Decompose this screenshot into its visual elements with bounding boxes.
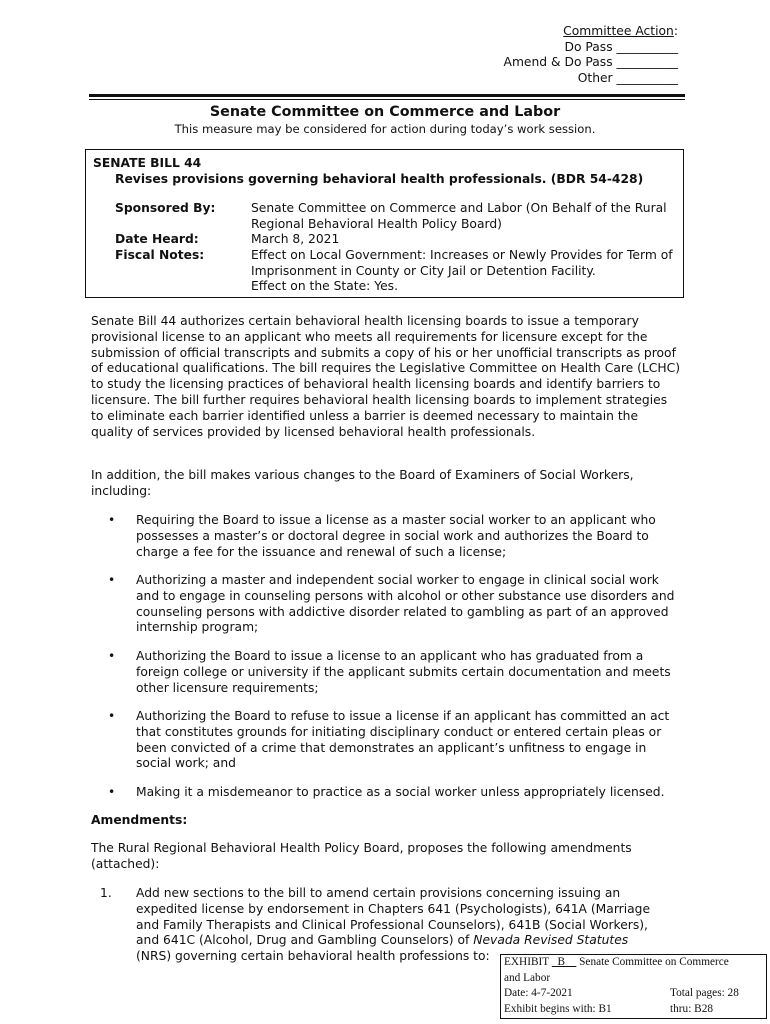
fiscal-notes-value	[251, 248, 681, 295]
date-heard-value: March 8, 2021	[251, 232, 340, 246]
bullet-icon: •	[108, 573, 116, 587]
bill-description: Revises provisions governing behavioral health professionals. (BDR 54-428)	[115, 172, 644, 186]
bullet-icon: •	[108, 709, 116, 723]
fiscal-local-effect: Effect on Local Government: Increases or Newly Provides for Term of Imprisonment in County or City Jail or Detention Facility.	[251, 248, 673, 278]
list-item-text: Making it a misdemeanor to practice as a social worker unless appropriately licensed.	[136, 785, 665, 799]
exhibit-letter: B__	[557, 956, 577, 968]
bullet-icon: •	[108, 649, 116, 663]
nrs-italic: Nevada Revised Statutes	[473, 933, 629, 948]
fiscal-notes-label: Fiscal Notes:	[115, 248, 205, 262]
bill-number: SENATE BILL 44	[93, 156, 202, 170]
sponsored-label: Sponsored By:	[115, 201, 216, 215]
other-line: Other __________	[577, 70, 678, 85]
exhibit-committee-cont: and Labor	[504, 971, 551, 984]
exhibit-stamp	[500, 954, 767, 1019]
sponsored-value: Senate Committee on Commerce and Labor (On Behalf of the Rural Regional Behavioral Health Policy Board)	[251, 201, 667, 231]
exhibit-thru: thru: B28	[670, 1002, 713, 1015]
header-rule-thick	[89, 94, 685, 97]
amend-do-pass-line: Amend & Do Pass __________	[503, 55, 678, 70]
committee-action-colon: :	[673, 24, 678, 38]
summary-paragraph: Senate Bill 44 authorizes certain behavioral health licensing boards to issue a temporary provisional license to an applicant who meets all requirements for licensure except for the submission of official transcripts and submits a copy of his or her unofficial transcripts as proof of educational qualifications. The bill requires the Legislative Committee on Health Care (LCHC) to study the licensing practices of behavioral health licensing boards and identify barriers to licensure. The bill further requires behavioral health licensing boards to implement strategies to eliminate each barrier identified unless a barrier is deemed necessary to maintain the quality of services provided by licensed behavioral health professionals.	[91, 314, 680, 439]
item-text-part: (NRS) governing certain behavioral health professions to:	[136, 949, 490, 964]
item-number: 1.	[100, 886, 112, 900]
work-session-note: This measure may be considered for action during today’s work session.	[174, 122, 596, 136]
do-pass-line: Do Pass __________	[564, 39, 678, 54]
list-item-text: Authorizing the Board to refuse to issue a license if an applicant has committed an act that constitutes grounds for initiating disciplinary conduct or entered certain pleas or been convicted of a crime that demonstrates an applicant’s unfitness to engage in social work; and	[136, 709, 670, 771]
list-item-text: Requiring the Board to issue a license as a master social worker to an applicant who possesses a master’s or doctoral degree in social work and authorizes the Board to charge a fee for the issuance and renewal of such a license;	[136, 513, 656, 559]
list-item-text: Authorizing the Board to issue a license to an applicant who has graduated from a foreign college or university if the applicant submits certain documentation and meets other licensure requirements;	[136, 649, 671, 695]
bullet-icon: •	[108, 513, 116, 527]
changes-intro-paragraph: In addition, the bill makes various changes to the Board of Examiners of Social Workers, including:	[91, 468, 634, 498]
exhibit-begins: Exhibit begins with: B1	[504, 1002, 612, 1015]
committee-title: Senate Committee on Commerce and Labor	[209, 104, 561, 120]
exhibit-label: EXHIBIT	[504, 956, 549, 968]
date-heard-label: Date Heard:	[115, 232, 199, 246]
committee-action-block	[504, 24, 678, 86]
amendments-intro: The Rural Regional Behavioral Health Policy Board, proposes the following amendments (attached):	[91, 841, 632, 871]
list-item-text: Authorizing a master and independent social worker to engage in clinical social work and to engage in counseling persons with alcohol or other substance use disorders and counseling persons with addictive disorder related to gambling as part of an approved internship program;	[136, 573, 675, 635]
committee-action-label: Committee Action	[563, 24, 674, 38]
exhibit-committee: Senate Committee on Commerce	[579, 956, 729, 968]
fiscal-state-effect: Effect on the State: Yes.	[251, 279, 398, 294]
item-text-part: Add new sections to the bill to amend certain provisions concerning issuing an expedited license by endorsement in Chapters 641 (Psychologists), 641A (Marriage and Family Therapists and Clinical Professional Counselors), 641B (Social Workers), and 641C (Alcohol, Drug and Gambling Counselors) of	[136, 886, 651, 948]
bill-summary-box	[85, 149, 684, 298]
exhibit-date: Date: 4-7-2021	[504, 987, 573, 1000]
bullet-icon: •	[108, 785, 116, 799]
header-rule-thin	[89, 99, 685, 100]
exhibit-total-pages: Total pages: 28	[670, 987, 739, 1000]
amendments-heading: Amendments:	[91, 813, 188, 827]
